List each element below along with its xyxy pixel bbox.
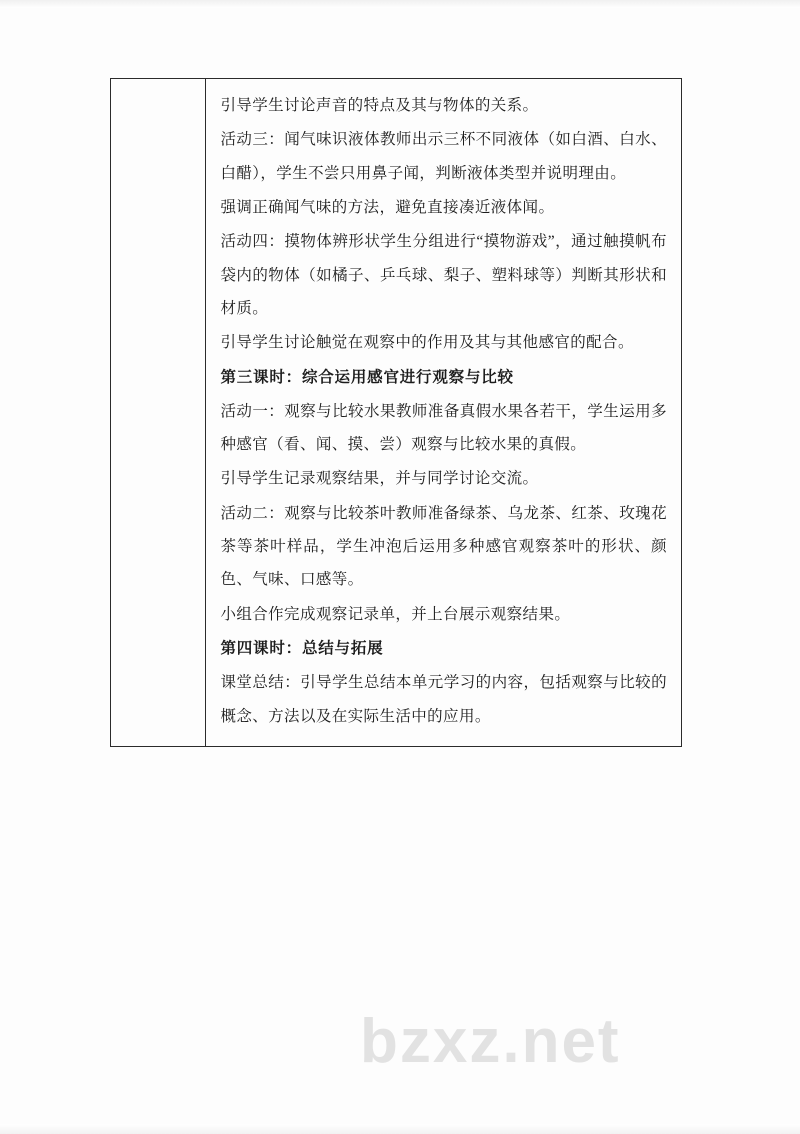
watermark: bzxz.net — [360, 1007, 621, 1076]
scan-edge-top — [0, 0, 800, 8]
table-cell-left-label — [111, 79, 206, 747]
lesson-plan-table — [110, 78, 682, 747]
scan-edge-bottom — [0, 1124, 800, 1134]
section-heading: 第四课时：总结与拓展 — [220, 640, 384, 657]
body-paragraph: 强调正确闻气味的方法，避免直接凑近液体闻。 — [220, 198, 555, 216]
body-paragraph: 小组合作完成观察记录单，并上台展示观察结果。 — [220, 605, 571, 623]
section-heading: 第三课时：综合运用感官进行观察与比较 — [220, 368, 514, 386]
body-paragraph: 活动二：观察与比较茶叶教师准备绿茶、乌龙茶、红茶、玫瑰花茶等茶叶样品，学生冲泡后运用多种感官观察茶叶的形状、颜色、气味、口感等。 — [220, 504, 667, 589]
table-row — [111, 79, 682, 747]
body-paragraph: 活动四：摸物体辨形状学生分组进行“摸物游戏”，通过触摸帆布袋内的物体（如橘子、乒乓球、梨子、塑料球等）判断其形状和材质。 — [220, 233, 667, 317]
table-cell-content — [206, 79, 682, 747]
body-paragraph: 课堂总结：引导学生总结本单元学习的内容，包括观察与比较的概念、方法以及在实际生活中的应用。 — [220, 674, 667, 725]
body-paragraph: 活动三：闻气味识液体教师出示三杯不同液体（如白酒、白水、白醋），学生不尝只用鼻子闻，判断液体类型并说明理由。 — [220, 131, 667, 182]
body-paragraph: 引导学生讨论触觉在观察中的作用及其与其他感官的配合。 — [220, 334, 634, 352]
body-paragraph: 引导学生记录观察结果，并与同学讨论交流。 — [220, 470, 539, 488]
body-paragraph: 引导学生讨论声音的特点及其与物体的关系。 — [220, 97, 539, 114]
body-paragraph: 活动一：观察与比较水果教师准备真假水果各若干，学生运用多种感官（看、闻、摸、尝）观察与比较水果的真假。 — [220, 402, 667, 454]
content-paragraph-list — [220, 89, 667, 733]
